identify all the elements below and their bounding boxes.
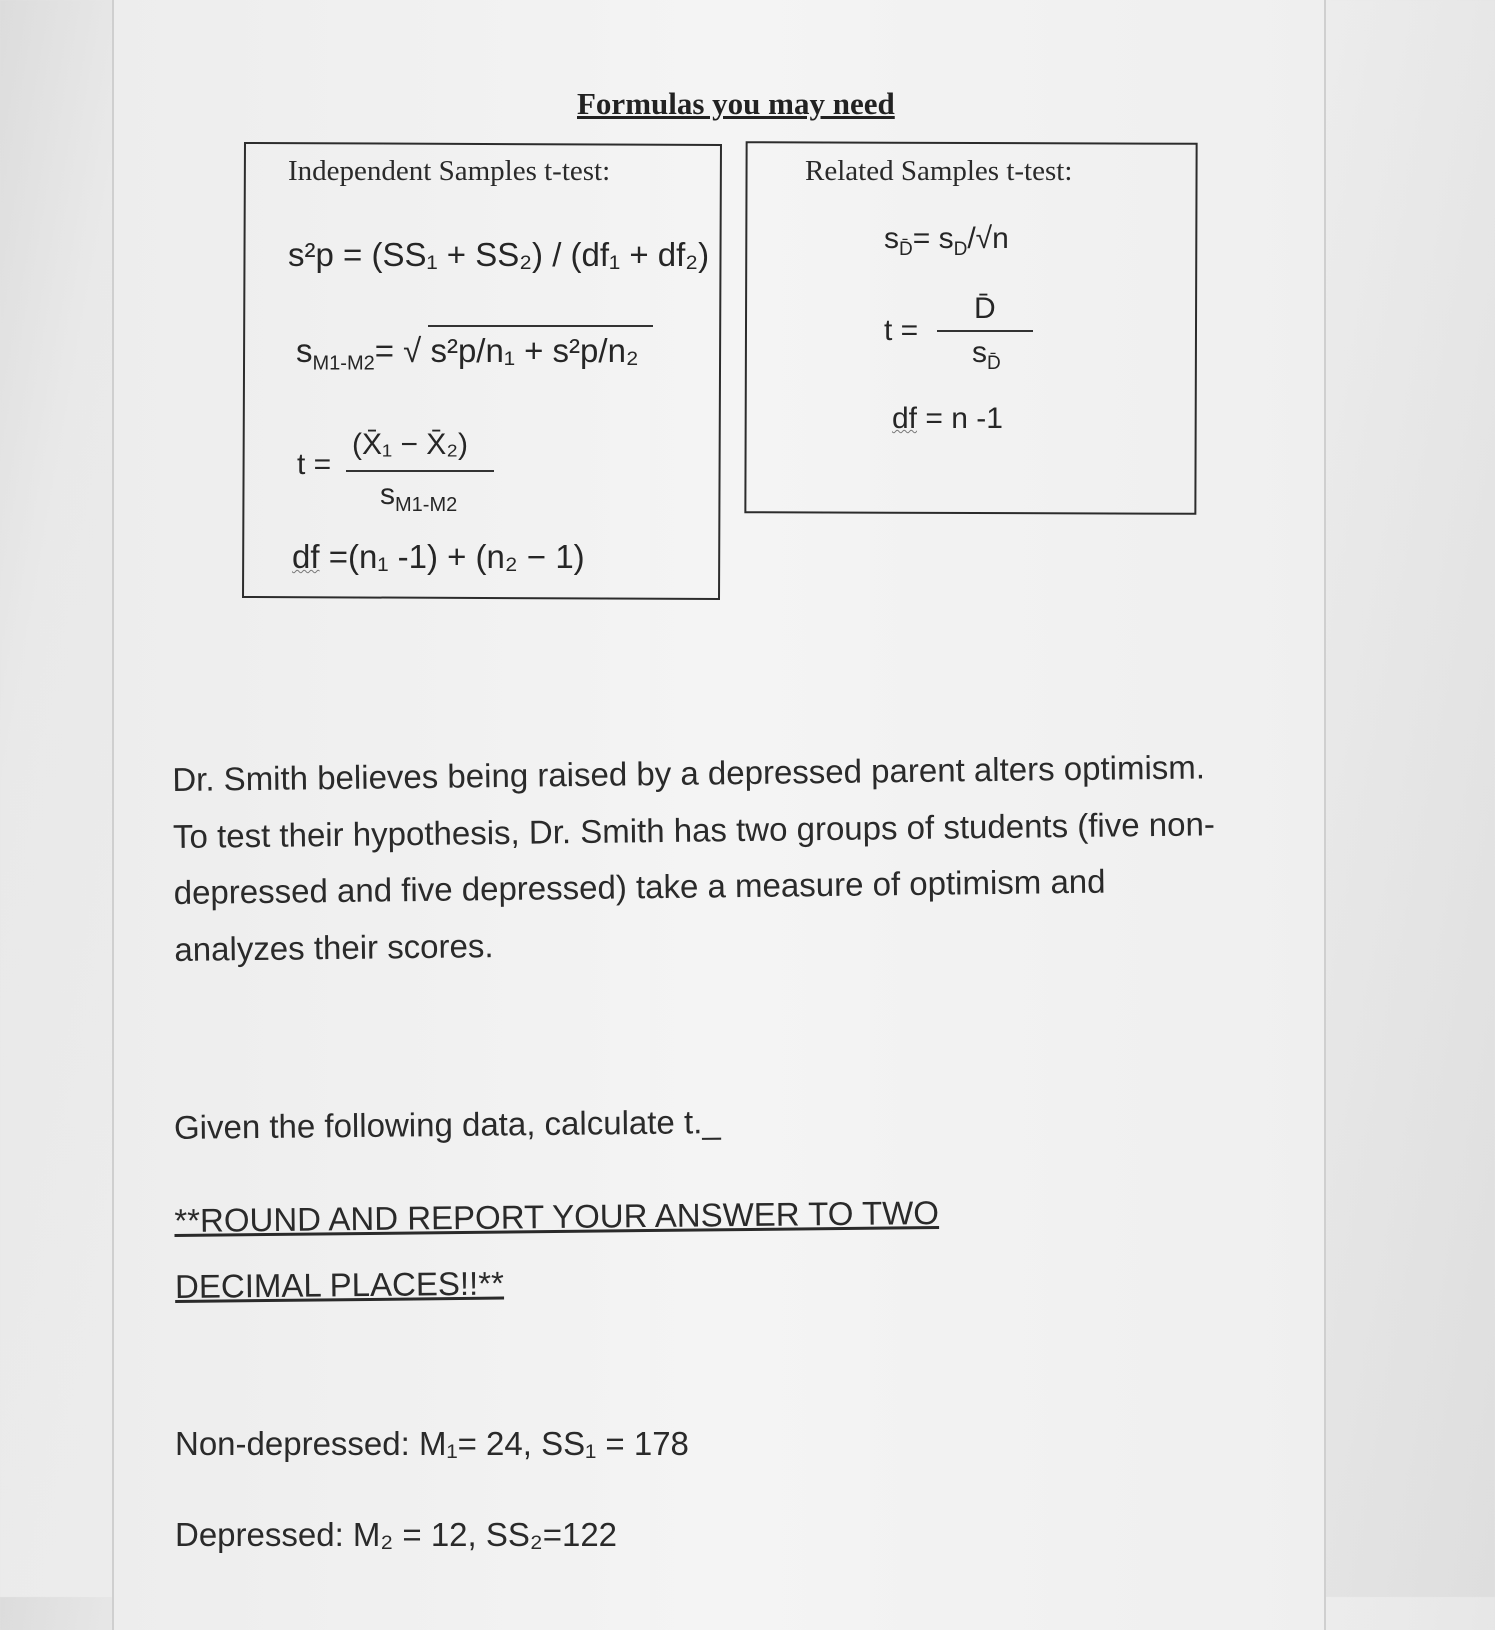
group2-data: Depressed: M₂ = 12, SS₂=122 [175, 1516, 618, 1553]
t-formula-lhs: t = [297, 448, 332, 481]
independent-df-formula: df =(n₁ -1) + (n₂ − 1) [292, 538, 585, 575]
related-t-numerator: D̄ [974, 292, 996, 325]
formulas-title: Formulas you may need [577, 86, 895, 121]
sqrt-bar [428, 325, 653, 327]
question-instruction: Given the following data, calculate t._ [173, 1103, 721, 1146]
t-fraction-line [346, 470, 494, 472]
std-error-formula: $s_{M1-M2}=$ √ s²p/n₁ + s²p/n₂ [296, 332, 639, 375]
rounding-note: **ROUND AND REPORT YOUR ANSWER TO TWO DECIMAL PLACES!!** [174, 1193, 940, 1305]
related-df-formula: df = n -1 [892, 402, 1003, 435]
related-t-denominator: $s_{D̄}$ [972, 336, 1001, 374]
related-heading: Related Samples t-test: [805, 155, 1073, 187]
pooled-variance-formula: s²p = (SS₁ + SS₂) / (df₁ + df₂) [288, 236, 710, 273]
group1-data: Non-depressed: M₁= 24, SS₁ = 178 [175, 1425, 689, 1462]
related-fraction-line [937, 330, 1033, 332]
t-formula-denominator: $s_{M1-M2}$ [380, 478, 458, 516]
related-t-lhs: t = [884, 314, 919, 347]
question-paragraph: Dr. Smith believes being raised by a depressed parent alters optimism. To test their hypothesis, Dr. Smith has two groups of students (five non-depressed and five depressed) take a measure of optimism and analyzes their scores. [172, 748, 1216, 968]
related-std-error-formula: $s_{D̄}= s_D/√n$ [884, 222, 1009, 260]
independent-heading: Independent Samples t-test: [288, 155, 611, 187]
t-formula-numerator: (X̄₁ − X̄₂) [352, 428, 468, 461]
related-samples-box [744, 141, 1197, 515]
